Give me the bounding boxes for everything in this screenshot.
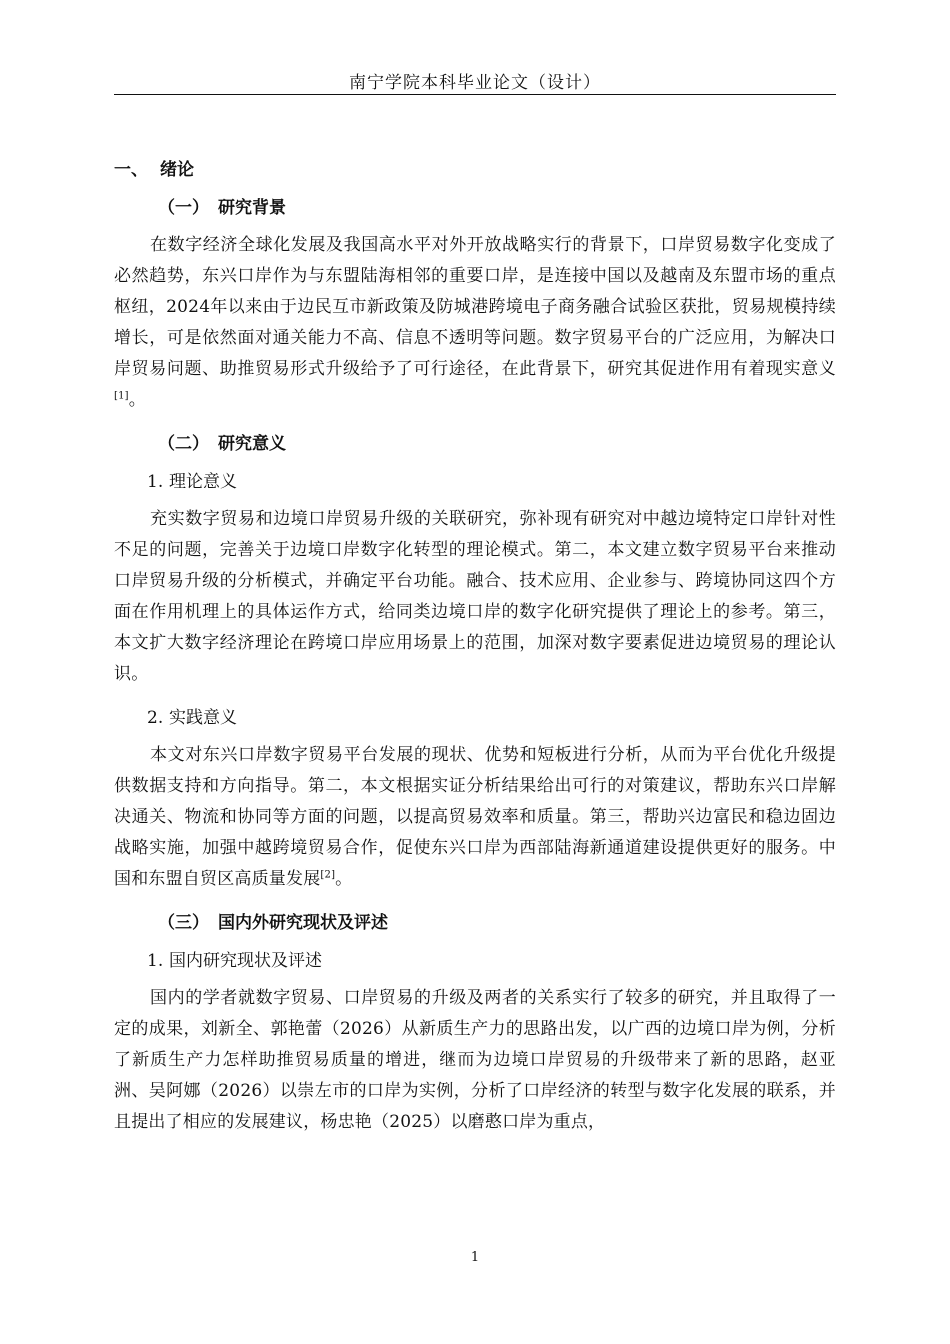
heading-number: 1. (147, 472, 164, 492)
heading-number: 2. (147, 708, 164, 728)
document-body (114, 154, 836, 1150)
citation-1[interactable]: [1] (114, 390, 129, 402)
heading-number: （三） (158, 913, 209, 933)
heading-title: 研究意义 (218, 434, 286, 454)
heading-research-significance (114, 428, 836, 460)
page-number: 1 (470, 1250, 480, 1265)
citation-2[interactable]: [2] (320, 869, 336, 881)
heading-theoretical-significance (114, 466, 836, 498)
heading-title: 实践意义 (169, 708, 237, 728)
heading-number: （一） (158, 198, 209, 218)
paragraph-background: 在数字经济全球化发展及我国高水平对外开放战略实行的背景下，口岸贸易数字化变成了必然趋势，东兴口岸作为与东盟陆海相邻的重要口岸，是连接中国以及越南及东盟市场的重点枢纽，2024年以来由于边民互市新政策及防城港跨境电子商务融合试验区获批，贸易规模持续增长，可是依然面对通关能力不高、信息不透明等问题。数字贸易平台的广泛应用，为解决口岸贸易问题、助推贸易形式升级给予了可行途径，在此背景下，研究其促进作用有着现实意义[1]。 (114, 235, 836, 410)
heading-section-1 (114, 154, 836, 186)
heading-number: （二） (158, 434, 209, 454)
heading-title: 理论意义 (169, 472, 237, 492)
heading-number: 一、 (114, 160, 148, 180)
heading-title: 研究背景 (218, 198, 286, 218)
heading-title: 绪论 (160, 160, 194, 180)
paragraph-domestic-research: 国内的学者就数字贸易、口岸贸易的升级及两者的关系实行了较多的研究，并且取得了一定的成果，刘新全、郭艳蕾（2026）从新质生产力的思路出发，以广西的边境口岸为例，分析了新质生产力怎样助推贸易质量的增进，继而为边境口岸贸易的升级带来了新的思路，赵亚洲、吴阿娜（2026）以崇左市的口岸为实例，分析了口岸经济的转型与数字化发展的联系，并且提出了相应的发展建议，杨忠艳（2025）以磨憨口岸为重点， (114, 988, 836, 1132)
paragraph-practical: 本文对东兴口岸数字贸易平台发展的现状、优势和短板进行分析，从而为平台优化升级提供数据支持和方向指导。第二，本文根据实证分析结果给出可行的对策建议，帮助东兴口岸解决通关、物流和协同等方面的问题，以提高贸易效率和质量。第三，帮助兴边富民和稳边固边战略实施，加强中越跨境贸易合作，促使东兴口岸为西部陆海新通道建设提供更好的服务。中国和东盟自贸区高质量发展[2]。 (114, 745, 836, 889)
heading-research-background (114, 192, 836, 224)
header-divider (114, 94, 836, 95)
heading-domestic-research (114, 945, 836, 977)
heading-title: 国内外研究现状及评述 (218, 913, 388, 933)
running-header: 南宁学院本科毕业论文（设计） (349, 73, 601, 93)
heading-research-status (114, 907, 836, 939)
paragraph-theoretical: 充实数字贸易和边境口岸贸易升级的关联研究，弥补现有研究对中越边境特定口岸针对性不足的问题，完善关于边境口岸数字化转型的理论模式。第二，本文建立数字贸易平台来推动口岸贸易升级的分析模式，并确定平台功能。融合、技术应用、企业参与、跨境协同这四个方面在作用机理上的具体运作方式，给同类边境口岸的数字化研究提供了理论上的参考。第三，本文扩大数字经济理论在跨境口岸应用场景上的范围，加深对数字要素促进边境贸易的理论认识。 (114, 509, 836, 684)
heading-number: 1. (147, 951, 164, 971)
heading-title: 国内研究现状及评述 (169, 951, 322, 971)
heading-practical-significance (114, 702, 836, 734)
